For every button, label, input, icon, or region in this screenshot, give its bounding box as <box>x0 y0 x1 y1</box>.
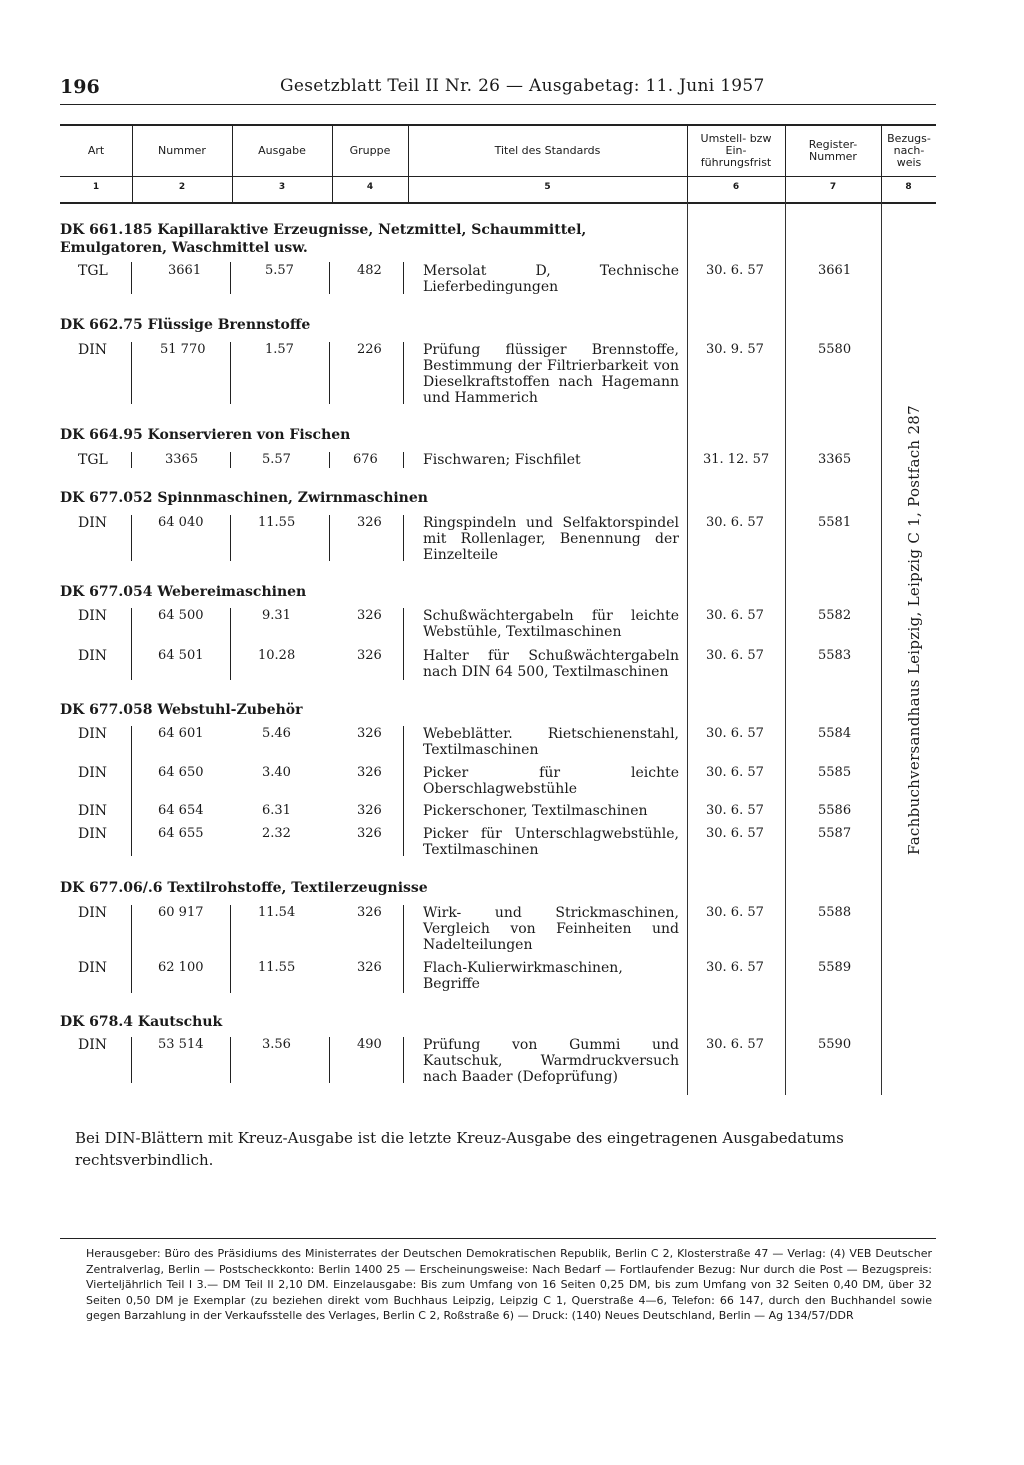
cell-register: 5581 <box>818 515 852 530</box>
row-divider <box>403 515 404 561</box>
row-divider <box>329 1037 330 1083</box>
cell-ausgabe: 10.28 <box>258 648 296 663</box>
cell-titel: Mersolat D, Technische Lieferbedingungen <box>423 263 679 295</box>
column-number: 1 <box>92 182 100 192</box>
cell-ausgabe: 3.40 <box>262 765 291 780</box>
cell-frist: 30. 6. 57 <box>706 515 764 530</box>
cell-titel: Wirk- und Strickmaschinen, Vergleich von Feinheiten und Nadelteilungen <box>423 905 679 953</box>
row-divider <box>131 905 132 993</box>
cell-titel: Flach-Kulierwirkmaschinen, Begriffe <box>423 960 623 992</box>
row-divider <box>403 452 404 468</box>
cell-register: 3661 <box>818 263 852 278</box>
cell-art: DIN <box>78 515 108 531</box>
cell-gruppe: 326 <box>357 905 382 920</box>
cell-art: DIN <box>78 648 108 664</box>
cell-register: 5582 <box>818 608 852 623</box>
cell-art: DIN <box>78 826 108 842</box>
row-divider <box>230 608 231 680</box>
cell-register: 5587 <box>818 826 852 841</box>
row-divider <box>131 515 132 561</box>
cell-frist: 30. 6. 57 <box>706 905 764 920</box>
row-divider <box>230 515 231 561</box>
column-header-nummer: Nummer <box>158 144 206 157</box>
cell-nummer: 51 770 <box>160 342 206 357</box>
cell-gruppe: 326 <box>357 765 382 780</box>
table-header-separator <box>60 176 936 177</box>
column-divider <box>687 200 688 1095</box>
column-divider <box>881 200 882 1095</box>
cell-titel: Webeblätter. Rietschienenstahl, Textilmaschinen <box>423 726 679 758</box>
cell-frist: 30. 6. 57 <box>706 608 764 623</box>
row-divider <box>403 342 404 404</box>
section-heading: DK 662.75 Flüssige Brennstoffe <box>60 317 311 333</box>
cell-art: TGL <box>78 452 108 468</box>
cell-nummer: 3365 <box>165 452 199 467</box>
column-header-gruppe: Gruppe <box>349 144 391 157</box>
column-number: 4 <box>366 182 374 192</box>
row-divider <box>329 515 330 561</box>
column-header-art: Art <box>87 144 105 157</box>
cell-nummer: 53 514 <box>158 1037 204 1052</box>
cell-nummer: 64 655 <box>158 826 204 841</box>
cell-ausgabe: 5.57 <box>262 452 291 467</box>
cell-register: 5590 <box>818 1037 852 1052</box>
cell-titel: Ringspindeln und Selfaktorspindel mit Rollenlager, Benennung der Einzelteile <box>423 515 679 563</box>
cell-gruppe: 326 <box>357 726 382 741</box>
cell-frist: 30. 6. 57 <box>706 263 764 278</box>
cell-gruppe: 326 <box>357 515 382 530</box>
cell-nummer: 62 100 <box>158 960 204 975</box>
cell-gruppe: 482 <box>357 263 382 278</box>
row-divider <box>403 262 404 294</box>
cell-ausgabe: 1.57 <box>265 342 294 357</box>
column-divider <box>785 200 786 1095</box>
cell-frist: 30. 6. 57 <box>706 726 764 741</box>
cell-titel: Fischwaren; Fischfilet <box>423 452 581 468</box>
row-divider <box>403 608 404 680</box>
cell-titel: Picker für Unterschlagwebstühle, Textilmaschinen <box>423 826 679 858</box>
cell-frist: 30. 6. 57 <box>706 826 764 841</box>
cell-nummer: 64 654 <box>158 803 204 818</box>
cell-register: 5585 <box>818 765 852 780</box>
cell-frist: 30. 6. 57 <box>706 648 764 663</box>
row-divider <box>131 1037 132 1083</box>
column-number: 6 <box>732 182 740 192</box>
cell-ausgabe: 5.46 <box>262 726 291 741</box>
cell-art: TGL <box>78 263 108 279</box>
imprint-rule <box>60 1238 936 1239</box>
page-number: 196 <box>60 76 100 98</box>
column-header-bezug: Bezugs- nach- weis <box>887 132 931 169</box>
cell-nummer: 64 650 <box>158 765 204 780</box>
column-number: 3 <box>278 182 286 192</box>
table-header <box>60 124 936 204</box>
column-header-titel: Titel des Standards <box>494 144 601 157</box>
side-note: Fachbuchversandhaus Leipzig, Leipzig C 1, Postfach 287 <box>905 405 923 855</box>
cell-nummer: 64 601 <box>158 726 204 741</box>
cell-frist: 30. 6. 57 <box>706 803 764 818</box>
cell-nummer: 64 501 <box>158 648 204 663</box>
row-divider <box>329 342 330 404</box>
row-divider <box>329 452 330 468</box>
cell-gruppe: 326 <box>357 803 382 818</box>
cell-gruppe: 676 <box>353 452 378 467</box>
cell-art: DIN <box>78 1037 108 1053</box>
cell-art: DIN <box>78 803 108 819</box>
footnote: Bei DIN-Blättern mit Kreuz-Ausgabe ist die letzte Kreuz-Ausgabe des eingetragenen Ausgabedatums rechtsverbindlich. <box>75 1129 844 1169</box>
cell-art: DIN <box>78 726 108 742</box>
cell-nummer: 3661 <box>168 263 202 278</box>
row-divider <box>131 452 132 468</box>
row-divider <box>403 726 404 856</box>
cell-art: DIN <box>78 960 108 976</box>
column-header-ausgabe: Ausgabe <box>258 144 306 157</box>
cell-register: 3365 <box>818 452 852 467</box>
cell-ausgabe: 11.55 <box>258 515 296 530</box>
section-heading: DK 677.06/.6 Textilrohstoffe, Textilerzeugnisse <box>60 880 428 896</box>
cell-frist: 31. 12. 57 <box>703 452 770 467</box>
cell-art: DIN <box>78 765 108 781</box>
row-divider <box>131 342 132 404</box>
cell-ausgabe: 5.57 <box>265 263 294 278</box>
cell-titel: Halter für Schußwächtergabeln nach DIN 64 500, Textilmaschinen <box>423 648 679 680</box>
column-number: 8 <box>905 182 912 192</box>
cell-titel: Prüfung von Gummi und Kautschuk, Warmdruckversuch nach Baader (Defoprüfung) <box>423 1037 679 1085</box>
cell-titel: Schußwächtergabeln für leichte Webstühle, Textilmaschinen <box>423 608 679 640</box>
cell-nummer: 64 500 <box>158 608 204 623</box>
row-divider <box>403 1037 404 1083</box>
cell-gruppe: 490 <box>357 1037 382 1052</box>
cell-nummer: 64 040 <box>158 515 204 530</box>
cell-art: DIN <box>78 608 108 624</box>
header-rule <box>60 104 936 105</box>
page-title: Gesetzblatt Teil II Nr. 26 — Ausgabetag: 11. Juni 1957 <box>280 76 765 96</box>
cell-frist: 30. 6. 57 <box>706 1037 764 1052</box>
row-divider <box>230 905 231 993</box>
imprint: Herausgeber: Büro des Präsidiums des Ministerrates der Deutschen Demokratischen Republik, Berlin C 2, Klosterstraße 47 — Verlag: (4) VEB Deutscher Zentralverlag, Berlin — Postscheckkonto: Berlin 1400 25 — Erscheinungsweise: Nach Bedarf — Fortlaufender Bezug: Nur durch die Post — Bezugspreis: Vierteljährlich Teil I 3.— DM Teil II 2,10 DM. Einzelausgabe: Bis zum Umfang von 16 Seiten 0,25 DM, bis zum Umfang von 32 Seiten 0,40 DM, über 32 Seiten 0,50 DM je Exemplar (zu beziehen direkt vom Buchhaus Leipzig, Leipzig C 1, Querstraße 4—6, Telefon: 66 147, durch den Buchhandel sowie gegen Barzahlung in der Verkaufsstelle des Verlages, Berlin C 2, Roßstraße 6) — Druck: (140) Neues Deutschland, Berlin — Ag 134/57/DDR <box>86 1247 932 1322</box>
cell-frist: 30. 6. 57 <box>706 960 764 975</box>
cell-ausgabe: 3.56 <box>262 1037 291 1052</box>
column-header-frist: Umstell- bzw Ein- führungsfrist <box>700 132 772 169</box>
cell-titel: Prüfung flüssiger Brennstoffe, Bestimmung der Filtrierbarkeit von Dieselkraftstoffen nach Hagemann und Hammerich <box>423 342 679 406</box>
cell-register: 5584 <box>818 726 852 741</box>
column-number: 7 <box>829 182 837 192</box>
cell-gruppe: 326 <box>357 648 382 663</box>
cell-ausgabe: 11.55 <box>258 960 296 975</box>
cell-frist: 30. 9. 57 <box>706 342 764 357</box>
row-divider <box>131 262 132 294</box>
cell-art: DIN <box>78 342 108 358</box>
row-divider <box>230 1037 231 1083</box>
cell-nummer: 60 917 <box>158 905 204 920</box>
row-divider <box>230 452 231 468</box>
cell-register: 5588 <box>818 905 852 920</box>
cell-gruppe: 326 <box>357 608 382 623</box>
row-divider <box>403 905 404 993</box>
cell-register: 5589 <box>818 960 852 975</box>
row-divider <box>230 342 231 404</box>
cell-gruppe: 326 <box>357 960 382 975</box>
section-heading: DK 677.054 Webereimaschinen <box>60 584 307 600</box>
cell-ausgabe: 11.54 <box>258 905 296 920</box>
cell-ausgabe: 9.31 <box>262 608 291 623</box>
cell-ausgabe: 6.31 <box>262 803 291 818</box>
section-heading: DK 661.185 Kapillaraktive Erzeugnisse, Netzmittel, Schaummittel, Emulgatoren, Waschmittel usw. <box>60 222 587 256</box>
cell-frist: 30. 6. 57 <box>706 765 764 780</box>
section-heading: DK 677.058 Webstuhl-Zubehör <box>60 702 303 718</box>
cell-ausgabe: 2.32 <box>262 826 291 841</box>
cell-register: 5583 <box>818 648 852 663</box>
cell-art: DIN <box>78 905 108 921</box>
section-heading: DK 677.052 Spinnmaschinen, Zwirnmaschinen <box>60 490 428 506</box>
cell-register: 5586 <box>818 803 852 818</box>
cell-gruppe: 326 <box>357 826 382 841</box>
row-divider <box>131 608 132 680</box>
cell-register: 5580 <box>818 342 852 357</box>
column-number: 2 <box>178 182 186 192</box>
row-divider <box>329 262 330 294</box>
section-heading: DK 678.4 Kautschuk <box>60 1014 223 1030</box>
row-divider <box>230 262 231 294</box>
column-number: 5 <box>544 182 551 192</box>
column-header-register: Register- Nummer <box>808 138 858 163</box>
section-heading: DK 664.95 Konservieren von Fischen <box>60 427 351 443</box>
cell-titel: Pickerschoner, Textilmaschinen <box>423 803 648 819</box>
cell-gruppe: 226 <box>357 342 382 357</box>
row-divider <box>131 726 132 856</box>
cell-titel: Picker für leichte Oberschlagwebstühle <box>423 765 679 797</box>
